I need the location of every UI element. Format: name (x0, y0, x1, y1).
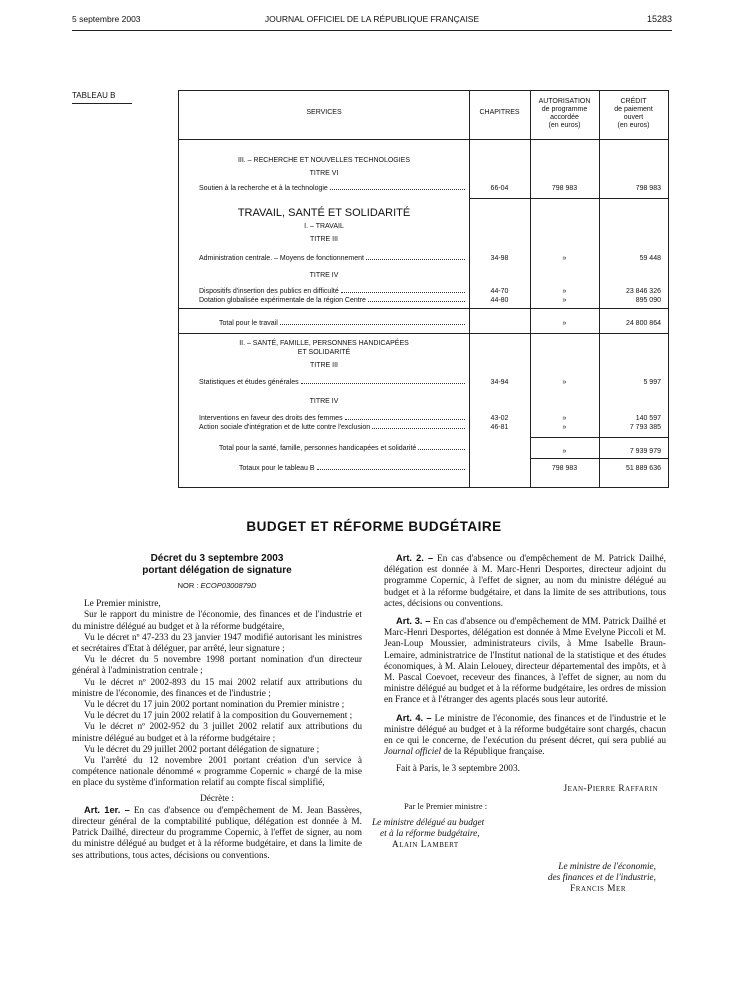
section-heading: I. – TRAVAIL (304, 223, 344, 230)
header-autorisation-line: de programme (541, 106, 588, 113)
header-divider (179, 139, 668, 140)
row-chapitre: 34-94 (490, 379, 509, 386)
row-label: Administration centrale. – Moyens de fonctionnement (199, 255, 364, 262)
ministre-delegue-line: et à la réforme budgétaire, (380, 829, 480, 840)
decree-left-column (72, 553, 362, 862)
row-label: Dispositifs d'insertion des publics en difficulté (199, 288, 339, 295)
paragraph: Vu le décret du 17 juin 2002 relatif à la composition du Gouvernement ; (84, 711, 353, 722)
table-label (72, 91, 115, 100)
article-text-italic: Journal officiel (384, 747, 442, 758)
page-number: 15283 (646, 14, 672, 24)
row-credit: 140 597 (635, 415, 661, 422)
paragraph: Sur le rapport du ministre de l'économie, des finances et de l'industrie et du ministre délégué au budget et à la réforme budgétaire, (72, 610, 362, 632)
section-title: BUDGET ET RÉFORME BUDGÉTAIRE (246, 519, 502, 534)
row-rule (530, 437, 668, 438)
header-chapitres: CHAPITRES (479, 109, 520, 116)
row-autorisation: » (562, 448, 567, 455)
row-credit: 7 793 385 (629, 424, 661, 431)
decree-title-line: portant délégation de signature (142, 565, 292, 576)
par-premier-ministre: Par le Premier ministre : (404, 800, 488, 811)
section-heading: ET SOLIDARITÉ (297, 349, 351, 356)
article-text: de la République française. (441, 747, 545, 758)
row-autorisation: 798 983 (551, 465, 578, 472)
header-rule (72, 30, 672, 31)
decrete-line: Décrète : (200, 793, 234, 804)
article-label: Art. 2. – (396, 553, 434, 563)
row-autorisation: » (562, 415, 567, 422)
ministry-heading: TRAVAIL, SANTÉ ET SOLIDARITÉ (237, 207, 411, 219)
grand-total-row (239, 465, 467, 472)
header-credit-line: (en euros) (617, 122, 650, 129)
header-autorisation-line: (en euros) (548, 122, 581, 129)
nor-label: NOR : (177, 581, 201, 590)
article-label: Art. 3. – (396, 616, 431, 627)
row-credit: 24 800 864 (625, 320, 661, 327)
row-label: Soutien à la recherche et à la technologie (199, 185, 328, 192)
article-text: En cas d'absence ou d'empêchement de M. Patrick Dailhé, délégation est donnée à M. Marc-Henri Desportes, directeur adjoint du programme Copernic, à l'effet de signer, au nom du ministre délégué au budget et à la réforme budgétaire, et dans la limite de ses attributions, tous actes, décisions ou conventions. (384, 554, 666, 609)
decree-title (72, 553, 362, 577)
paragraph: Vu le décret du 17 juin 2002 portant nomination du Premier ministre ; (84, 700, 345, 711)
nor-code: ECOP0300879D (200, 581, 257, 590)
row-autorisation: » (562, 255, 567, 262)
table-label-text: TABLEAU B (72, 91, 116, 100)
paragraph: Vu l'arrêté du 12 novembre 2001 portant création d'un service à compétence nationale dénommé « programme Copernic » chargé de la mise en place du système d'information relatif au compte fiscal simplifié, (72, 756, 362, 789)
row-chapitre: 66-04 (490, 185, 509, 192)
table-row (199, 379, 467, 386)
signatory-premier-ministre: Jean-Pierre Raffarin (563, 783, 658, 794)
paragraph: Vu le décret nº 2002-893 du 15 mai 2002 relatif aux attributions du ministre de l'économie, des finances et de l'industrie ; (72, 677, 362, 699)
row-credit: 7 939 979 (629, 448, 661, 455)
total-row (219, 320, 467, 327)
paragraph: Vu le décret du 5 novembre 1998 portant nomination d'un directeur général à l'administration centrale ; (72, 655, 362, 677)
row-rule (530, 458, 668, 459)
article-label: Art. 1er. – (84, 804, 130, 815)
table-row (199, 185, 467, 192)
decree-right-column (372, 553, 666, 895)
article-text: En cas d'absence ou d'empêchement de M. Jean Bassères, directeur général de la comptabilité publique, délégation est donnée à M. Patrick Dailhé, directeur du programme Copernic, à l'effet de signer, au nom du ministre délégué au budget et à la réforme budgétaire, et dans la limite de ses attributions, tous actes, décisions ou conventions. (72, 805, 362, 861)
budget-table (178, 90, 669, 488)
row-autorisation: » (562, 424, 567, 431)
article-label: Art. 4. – (396, 712, 432, 723)
row-chapitre: 34-98 (490, 255, 509, 262)
titre-heading: TITRE IV (309, 272, 339, 279)
total-row (219, 445, 467, 452)
row-credit: 895 090 (635, 297, 661, 304)
row-chapitre: 46-81 (490, 424, 509, 431)
table-row (199, 424, 467, 431)
row-credit: 798 983 (635, 185, 661, 192)
article-2 (384, 553, 666, 610)
row-credit: 51 889 636 (625, 465, 661, 472)
row-credit: 5 997 (643, 379, 661, 386)
row-credit: 23 846 326 (625, 288, 661, 295)
row-label: Total pour la santé, famille, personnes handicapées et solidarité (219, 445, 417, 452)
titre-heading: TITRE IV (309, 398, 339, 405)
journal-title: JOURNAL OFFICIEL DE LA RÉPUBLIQUE FRANÇAISE (264, 14, 480, 24)
fait-line: Fait à Paris, le 3 septembre 2003. (396, 764, 520, 775)
row-autorisation: » (562, 379, 567, 386)
row-chapitre: 44-80 (490, 297, 509, 304)
paragraph: Vu le décret nº 47-233 du 23 janvier 1947 modifié autorisant les ministres et secrétaires d'Etat à déléguer, par arrêté, leur signature ; (72, 632, 362, 655)
header-credit-line: ouvert (623, 114, 644, 121)
table-row (199, 297, 467, 304)
article-4 (384, 713, 666, 759)
ministre-economie-line: Le ministre de l'économie, (558, 861, 656, 872)
paragraph: Le Premier ministre, (84, 599, 161, 610)
row-label: Statistiques et études générales (199, 379, 299, 386)
row-label: Totaux pour le tableau B (239, 465, 315, 472)
row-chapitre: 43-02 (490, 415, 509, 422)
row-rule (179, 308, 668, 309)
paragraph: Vu le décret du 29 juillet 2002 portant délégation de signature ; (84, 744, 320, 755)
row-credit: 59 448 (639, 255, 661, 262)
header-credit (599, 98, 668, 130)
header-services: SERVICES (306, 109, 342, 116)
paragraph: Vu le décret nº 2002-952 du 3 juillet 2002 relatif aux attributions du ministre délégué au budget et à la réforme budgétaire ; (72, 722, 362, 744)
article-text: Le ministre de l'économie, des finances et de l'industrie et le ministre délégué au budget et à la réforme budgétaire sont chargés, chacun en ce qui le concerne, de l'exécution du présent décret, qui sera publié au (384, 713, 666, 747)
row-autorisation: » (562, 288, 567, 295)
row-label: Action sociale d'intégration et de lutte contre l'exclusion (199, 424, 371, 431)
article-text: En cas d'absence ou d'empêchement de MM. Patrick Dailhé et Marc-Henri Desportes, délégation est donnée à Mme Evelyne Piccoli et M. Jean-Loup Moussier, administrateurs civils, à Mme Isabelle Braun-Lemaire, administratrice de l'Institut national de la statistique et des études économiques, à M. Alain Lelouey, directeur départemental des impôts, et à M. Pascal Coevoet, receveur des finances, à l'effet de signer, au nom du ministre délégué au budget et à la réforme budgétaire, les ordres de mission en France et à l'étranger des agents placés sous leur autorité. (384, 617, 666, 706)
row-autorisation: » (562, 297, 567, 304)
ministre-delegue-line: Le ministre délégué au budget (372, 818, 485, 829)
header-autorisation (530, 98, 599, 130)
header-credit-line: CRÉDIT (620, 98, 647, 105)
decree-title-line: Décret du 3 septembre 2003 (150, 553, 284, 564)
table-row (199, 255, 467, 262)
signatory-ministre-delegue: Alain Lambert (392, 840, 459, 851)
nor-reference (72, 580, 362, 591)
titre-heading: TITRE III (310, 236, 338, 243)
titre-heading: TITRE VI (309, 170, 339, 177)
header-autorisation-line: accordée (550, 114, 579, 121)
row-rule (179, 333, 668, 334)
row-label: Total pour le travail (219, 320, 278, 327)
page-header (72, 8, 672, 30)
issue-date: 5 septembre 2003 (72, 14, 141, 24)
table-label-underline (72, 103, 132, 104)
section-heading: III. – RECHERCHE ET NOUVELLES TECHNOLOGIES (237, 157, 411, 164)
row-autorisation: » (562, 320, 567, 327)
header-credit-line: de paiement (614, 106, 653, 113)
row-autorisation: 798 983 (551, 185, 578, 192)
titre-heading: TITRE III (310, 362, 338, 369)
table-row (199, 288, 467, 295)
article-1 (72, 805, 362, 862)
ministre-economie-line: des finances et de l'industrie, (547, 872, 656, 883)
row-label: Dotation globalisée expérimentale de la région Centre (199, 297, 366, 304)
signatory-ministre-economie: Francis Mer (570, 884, 626, 895)
article-3 (384, 616, 666, 707)
row-label: Interventions en faveur des droits des femmes (199, 415, 343, 422)
table-row (199, 415, 467, 422)
section-heading: II. – SANTÉ, FAMILLE, PERSONNES HANDICAPÉES (239, 340, 409, 347)
header-autorisation-line: AUTORISATION (538, 98, 591, 105)
row-chapitre: 44-70 (490, 288, 509, 295)
row-rule (469, 198, 668, 199)
